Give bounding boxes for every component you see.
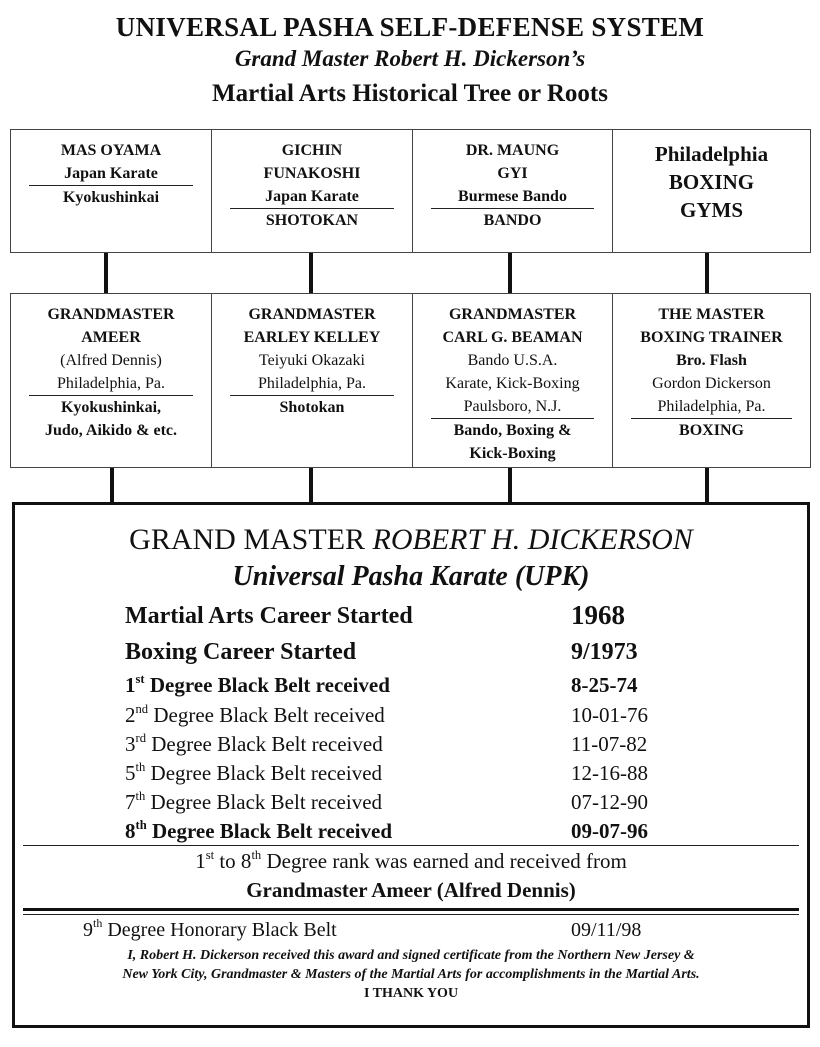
master-arts-2: Judo, Aikido & etc.: [44, 422, 177, 439]
belt-date: 07-12-90: [571, 790, 648, 814]
master-flash: [612, 294, 810, 467]
connector-line: [110, 468, 114, 504]
belt-label: [125, 790, 382, 815]
root-line-1: Philadelphia: [654, 142, 769, 166]
master-name: Bro. Flash: [676, 352, 747, 369]
master-alias: (Alfred Dennis): [60, 352, 162, 369]
belt-text: Degree Black Belt received: [144, 673, 390, 697]
master-name: CARL G. BEAMAN: [442, 329, 583, 346]
rank-start-suffix: st: [205, 847, 215, 862]
award-statement-1: I, Robert H. Dickerson received this award and signed certificate from the Northern New Jersey &: [127, 948, 695, 963]
connector-line: [705, 468, 709, 504]
root-art: Kyokushinkai: [62, 189, 160, 206]
master-kelley: [211, 294, 412, 467]
master-place: Philadelphia, Pa.: [657, 398, 766, 415]
document-heading: Martial Arts Historical Tree or Roots: [212, 80, 608, 107]
belt-label: [125, 703, 385, 728]
belt-date: 12-16-88: [571, 761, 648, 785]
root-name-1: GICHIN: [281, 142, 343, 159]
belt-suffix: rd: [135, 730, 146, 745]
master-title: GRANDMASTER: [47, 306, 175, 323]
master-arts-1: Shotokan: [279, 399, 345, 416]
connector-line: [309, 253, 313, 293]
grand-master-title: [15, 523, 807, 557]
root-maung-gyi: [412, 130, 612, 252]
career-value: 9/1973: [571, 639, 638, 665]
career-label: Martial Arts Career Started: [125, 603, 413, 629]
master-teacher: Teiyuki Okazaki: [259, 352, 365, 369]
belt-date: 10-01-76: [571, 703, 648, 727]
connector-line: [309, 468, 313, 504]
connector-line: [104, 253, 108, 293]
belt-date: 09-07-96: [571, 819, 648, 843]
connector-line: [705, 253, 709, 293]
divider: [23, 845, 799, 846]
roots-row: [10, 129, 811, 253]
master-title: THE MASTER: [658, 306, 765, 323]
system-name: Universal Pasha Karate (UPK): [232, 561, 590, 592]
masters-row: [10, 293, 811, 468]
belt-date: 8-25-74: [571, 673, 638, 697]
belt-suffix: nd: [135, 701, 149, 716]
award-statement-2: New York City, Grandmaster & Masters of the Martial Arts for accomplishments in the Martial Arts.: [122, 967, 700, 982]
divider: [23, 914, 799, 915]
document-subtitle: Grand Master Robert H. Dickerson’s: [234, 46, 586, 71]
root-boxing-gyms: [612, 130, 810, 252]
career-value: 1968: [571, 600, 625, 630]
rank-from: Grandmaster Ameer (Alfred Dennis): [246, 878, 576, 902]
belt-text: Degree Black Belt received: [148, 703, 385, 727]
master-styles: Karate, Kick-Boxing: [445, 375, 580, 392]
master-beaman: [412, 294, 612, 467]
belt-date: 11-07-82: [571, 732, 648, 756]
rank-start: 1: [195, 849, 206, 873]
belt-suffix: st: [135, 671, 145, 686]
master-org: Bando U.S.A.: [467, 352, 558, 369]
honorary-text: Degree Honorary Black Belt: [102, 919, 337, 941]
master-name: EARLEY KELLEY: [243, 329, 381, 346]
master-place: Philadelphia, Pa.: [57, 375, 165, 392]
master-arts-1: Bando, Boxing &: [453, 422, 572, 439]
root-funakoshi: [211, 130, 412, 252]
rank-end-suffix: th: [251, 847, 262, 862]
master-alias: Gordon Dickerson: [652, 375, 771, 392]
master-place: Paulsboro, N.J.: [463, 398, 562, 415]
belt-text: Degree Black Belt received: [145, 761, 383, 785]
belt-number: 7: [125, 790, 136, 814]
belt-label: [125, 819, 392, 844]
belt-number: 5: [125, 761, 136, 785]
master-title: GRANDMASTER: [248, 306, 376, 323]
gm-name: ROBERT H. DICKERSON: [372, 523, 693, 556]
master-place: Philadelphia, Pa.: [258, 375, 366, 392]
root-name-2: GYI: [497, 165, 528, 182]
belt-number: 3: [125, 732, 136, 756]
divider: [23, 908, 799, 911]
root-line-3: GYMS: [680, 198, 743, 222]
root-line-2: BOXING: [668, 170, 755, 194]
root-art: BANDO: [483, 212, 542, 229]
belt-number: 8: [125, 819, 136, 843]
grand-master-panel: [12, 502, 810, 1028]
root-style: Burmese Bando: [458, 188, 567, 205]
belt-text: Degree Black Belt received: [146, 732, 383, 756]
master-arts-1: BOXING: [679, 422, 744, 439]
rank-note: [15, 849, 807, 874]
connector-line: [508, 253, 512, 293]
document-title: UNIVERSAL PASHA SELF-DEFENSE SYSTEM: [115, 12, 705, 42]
belt-text: Degree Black Belt received: [145, 790, 383, 814]
root-mas-oyama: [11, 130, 211, 252]
belt-label: [125, 732, 383, 757]
master-ameer: [11, 294, 211, 467]
honorary-date: 09/11/98: [571, 919, 642, 941]
belt-suffix: th: [135, 788, 146, 803]
belt-label: [125, 761, 382, 786]
root-name-1: DR. MAUNG: [465, 142, 560, 159]
belt-number: 2: [125, 703, 136, 727]
honorary-number: 9: [83, 919, 93, 941]
rank-note-text: Degree rank was earned and received from: [261, 849, 627, 873]
connector-line: [508, 468, 512, 504]
root-name: MAS OYAMA: [60, 142, 162, 159]
honorary-suffix: th: [93, 916, 103, 931]
belt-suffix: th: [135, 759, 146, 774]
root-style: Japan Karate: [265, 188, 359, 205]
belt-number: 1: [125, 673, 136, 697]
master-arts-1: Kyokushinkai,: [60, 399, 162, 416]
root-name-2: FUNAKOSHI: [263, 165, 361, 182]
belt-label: [125, 673, 390, 698]
root-style: Japan Karate: [64, 165, 158, 182]
belt-text: Degree Black Belt received: [146, 819, 393, 843]
master-arts-2: Kick-Boxing: [469, 445, 556, 462]
belt-suffix: th: [135, 817, 147, 832]
rank-end: to 8: [214, 849, 252, 873]
honorary-label: [83, 916, 337, 942]
thank-you: I THANK YOU: [363, 986, 459, 1001]
master-name: AMEER: [81, 329, 141, 346]
career-label: Boxing Career Started: [125, 639, 357, 665]
gm-prefix: GRAND MASTER: [129, 523, 373, 556]
master-title-2: BOXING TRAINER: [640, 329, 783, 346]
root-art: SHOTOKAN: [265, 212, 359, 229]
master-title: GRANDMASTER: [448, 306, 577, 323]
